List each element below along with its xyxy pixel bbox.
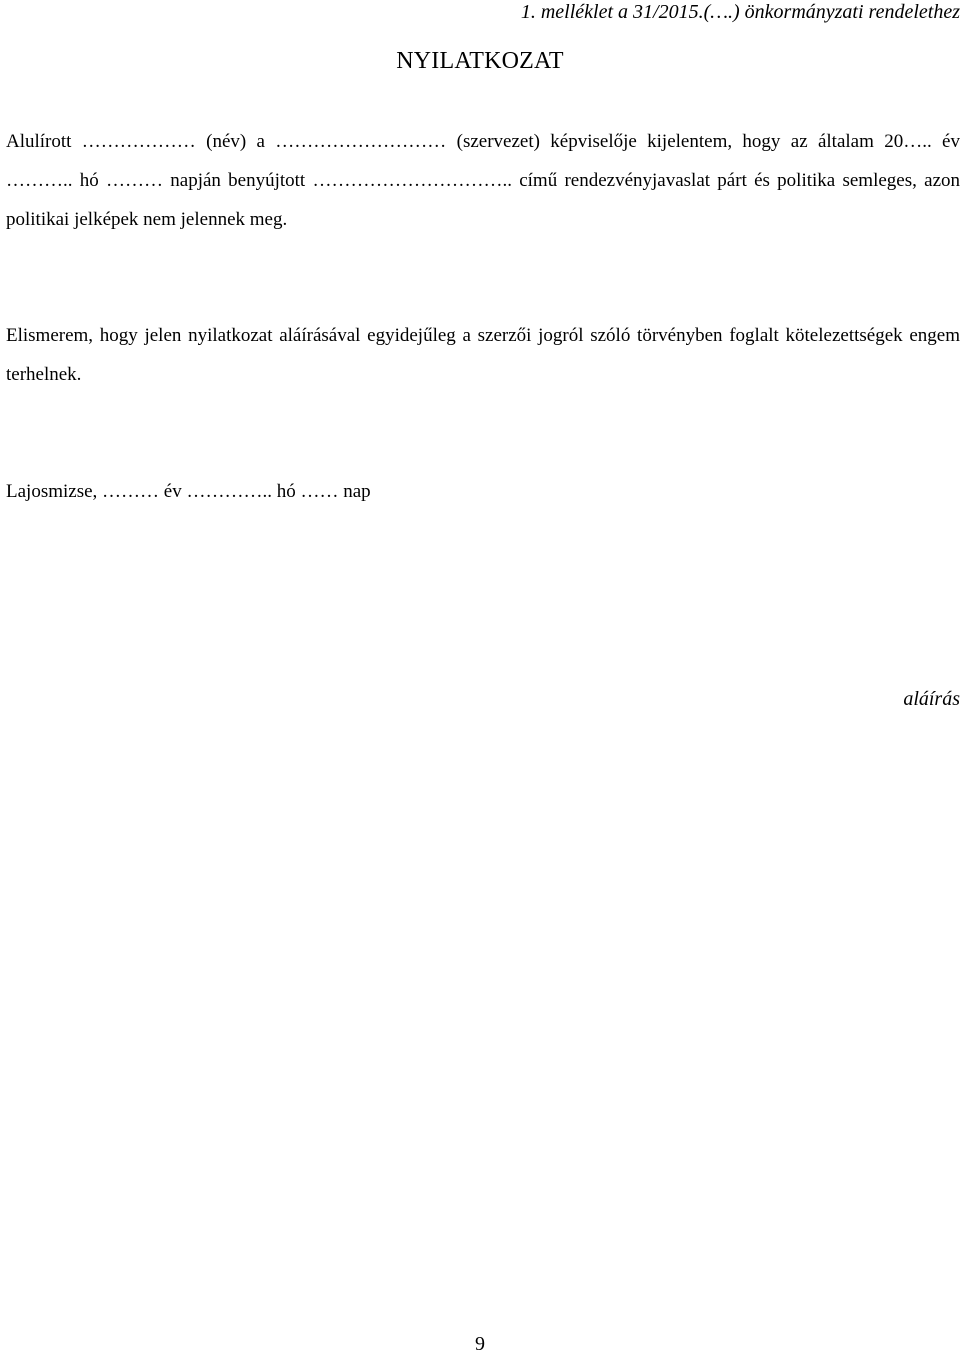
page-title: NYILATKOZAT	[396, 48, 564, 74]
declaration-paragraph: Alulírott ……………… (név) a ……………………… (szervezet) képviselője kijelentem, hogy az általam 20….. év ……….. hó ……… napján benyújtott ………………………….. című rendezvényjavaslat párt és politika semleges, azon politikai jelképek nem jelennek meg.	[6, 131, 960, 230]
signature-label: aláírás	[903, 688, 960, 710]
place-date-line: Lajosmizse, ……… év ………….. hó …… nap	[6, 481, 371, 502]
page-number: 9	[475, 1333, 485, 1355]
copyright-paragraph: Elismerem, hogy jelen nyilatkozat aláírásával egyidejűleg a szerzői jogról szóló törvényben foglalt kötelezettségek engem terhelnek.	[6, 325, 960, 385]
annex-label: 1. melléklet a 31/2015.(….) önkormányzati rendelethez	[520, 1, 960, 23]
